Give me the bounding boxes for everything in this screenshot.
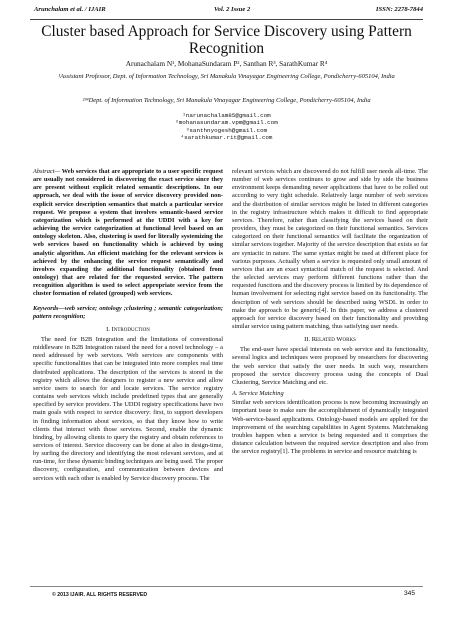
paper-title: Cluster based Approach for Service Discovery using Pattern Recognition (41, 23, 412, 57)
email-3: ³santhnyogesh@gmail.com (185, 126, 268, 134)
abstract-lead: Abstract— (33, 168, 61, 175)
keywords: Keywords—web service; ontology ;clustering ; semantic categorization; pattern recognition; (33, 304, 223, 320)
running-header (34, 6, 423, 18)
email-1: ¹narunachalam85@gmail.com (182, 112, 271, 119)
affiliation-1: ¹Assistant Professor, Dept. of Information Technology, Sri Manakula Vinayagar Engineering College, Pondicherry-605104, India (58, 73, 395, 80)
subsection-heading-service-matching: A. Service Matching (232, 390, 284, 398)
left-column (33, 168, 223, 483)
footer-copyright: © 2013 IJAIR. ALL RIGHTS RESERVED (52, 592, 148, 598)
author-emails (0, 112, 453, 141)
body-paragraph-2: The end-user have special interests on web service and its functionality, several logics and techniques were proposed by researchers for discovering the web service that satisfy the user needs. In such way, researchers proposed the service discovery process using the concepts of Dual Clustering, Service Matching and etc. (232, 346, 428, 386)
page-number: 345 (403, 590, 415, 597)
header-volume: Vol. 2 Issue 2 (214, 6, 251, 13)
section-heading-introduction: I. Introduction (106, 325, 150, 333)
email-2: ²mohanasundaram.vpm@gmail.com (175, 119, 278, 127)
body-paragraph-1: relevant services which are discovered do not fulfill user needs all-time. The number of web services continues to grow and side by side the business environment keeps demanding newer applications that have to be rolled out according to very tight schedule. Relatively large number of web services and the distribution of similar services might be listed in different categories in the registry infrastructure which makes it difficult to find appropriate services. Therefore, rather than classifying the services based on their providers, they must be categorized on their functional semantics. Services categorized on their functional semantics will facilitate the organization of similar services together. Majority of the service description that exists so far are syntactic in nature. The same syntax might be used at different place for various purposes. Actually when a service is requested only small amount of services that are an exact syntactical match of the request is selected. And the selected services may perform different functions rather than the requested functions and the discovery process is limited by its dependence of human involvement for selecting right service based on its functionality. The description of web services should be described using WSDL in order to make the approach to be generic[4]. In this paper, we address a clustered approach for service discovery based on their functionality and providing similar service using pattern matching, thus satisfying user needs. (232, 168, 428, 330)
header-rule (30, 19, 423, 20)
affiliation-2: ²³⁴Dept. of Information Technology, Sri Manakula Vinayagar Engineering College, Pondicherry-605104, India (82, 97, 371, 104)
header-issn: ISSN: 2278-7844 (375, 6, 423, 13)
body-paragraph-3: Similar web services identification process is now becoming increasingly an important issue to make sure the accomplishment of dynamically integrated Web-service-based applications. Ontology-based models are applied for the improvement of the searching capabilities in Agent Systems. Matchmaking troubles happen when a service is being requested and it comprises the distance calculation between the required service description and also from the service registry[1]. The problems in service and resource matching is (232, 399, 428, 456)
right-column (232, 168, 428, 456)
abstract (33, 168, 223, 299)
email-4: ⁴sarathkumar.rit@gmail.com (180, 133, 273, 141)
section-heading-related-works: II. Related Works (304, 336, 356, 344)
footer-rule (30, 586, 423, 587)
introduction-paragraph: The need for B2B Integration and the limitations of conventional middleware in B2B Integration raised the need for a novel technology – a need addressed by web services. Web services are components with specific functionalities that can be integrated into more complex real time distributed applications. The description of the services is stored in the registry which allows the designers to register a new service and allow service users to search for and locate services. The service registry contains web services which include predefined types that are generally specified by service providers. The UDDI registry specifications have two main goals with respect to service discovery: first, to support developers in finding information about services, so that they know how to write clients that interact with those services. Second, enable the dynamic binding, by allowing clients to query the registry and obtain references to services of interest. Service discovery can be done at also in design-time, by surfing the directory and identifying the most relevant services, and at run-time, for these dynamic binding techniques are being used. The proper discovery, configuration, and communication between devices and services with each other is enabled by Service discovery process. The (33, 335, 223, 482)
author-list: Arunachalam N¹, MohanaSundaram P², Santhan R³, SarathKumar R⁴ (125, 59, 328, 68)
abstract-body: Web services that are appropriate to a user specific request are usually not considered in discovering the exact service since they are present without explicit related semantic descriptions. In our approach, we deal with the issue of service discovery provided non-explicit service description semantics that match a particular service request. We propose a system that involves semantic-based service categorization which is performed at the UDDI with a key for achieving the service categorization at functional level based on an ontology skeleton. Also, clustering is used for literally systemizing the web services based on functionality which is achieved by using analytic algorithm. An efficient matching for the relevant services is achieved by the enhancing the service request semantically and involves expanding the additional functionality (obtained from ontology) that are related for the requested service. The pattern recognition algorithm is used to select appropriate service from the cluster formation of related (grouped) web services. (33, 168, 223, 298)
header-journal: Arunchalam et al. / IJAIR (34, 6, 106, 13)
